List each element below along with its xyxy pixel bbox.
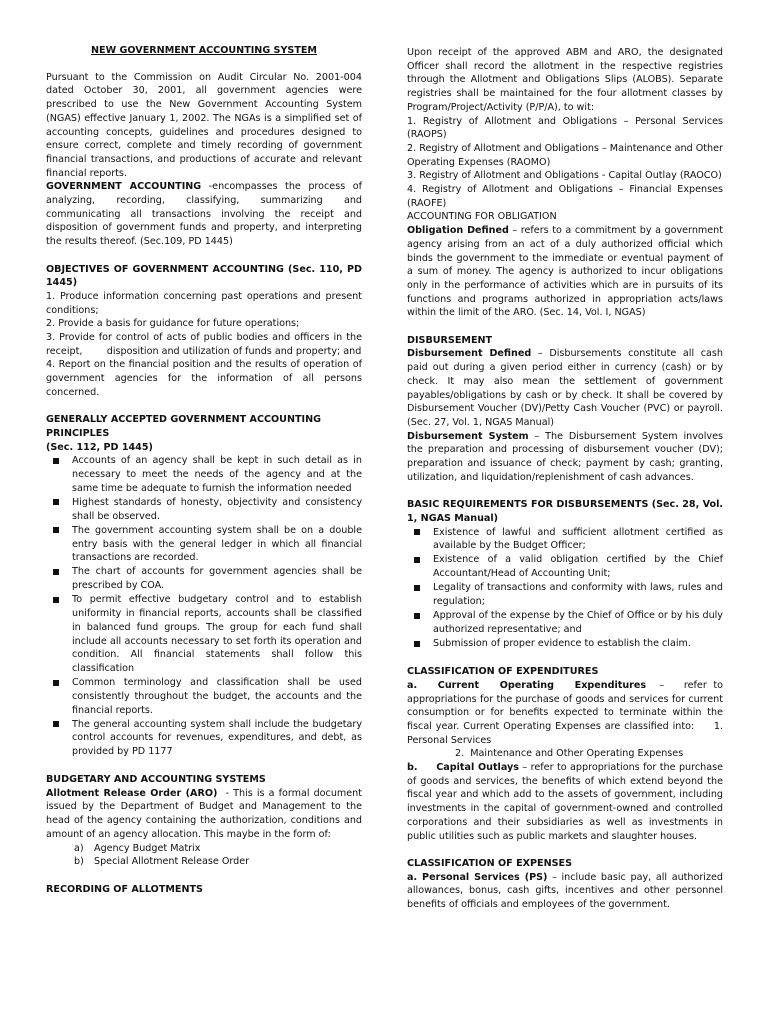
disbursement-heading: DISBURSEMENT (407, 334, 493, 346)
coe-item-2: 2. Maintenance and Other Operating Expenses (455, 748, 684, 760)
disbursement-system (407, 430, 723, 485)
obligation-term: Obligation Defined (407, 225, 509, 237)
list-item: To permit effective budgetary control and to establish uniformity in financial reports, accounts shall be classified in balanced fund groups. The group for each fund shall include all accounts necessary to set forth its operation and condition. All financial statements shall follow this classification (46, 593, 362, 675)
government-accounting-definition (46, 180, 362, 249)
coe-term: a. Current Operating Expenditures (407, 679, 647, 691)
document-title: NEW GOVERNMENT ACCOUNTING SYSTEM (91, 45, 317, 56)
current-operating-expenditures (407, 679, 727, 748)
list-item: Common terminology and classification shall be used consistently throughout the budget, the accounts and the financial reports. (46, 676, 362, 717)
obligation-text: – refers to a commitment by a government agency arising from an act of a duly authorized official which binds the government to the immediate or eventual payment of a sum of money. The agency is authorized to incur obligations only in the performance of activities which are in pursuits of its functions and programs authorized in appropriation acts/laws within the limit of the ARO. (Sec. 14, Vol. I, NGAS) (407, 225, 723, 319)
disbursement-system-text: – The Disbursement System involves the preparation and processing of disbursement voucher (DV); preparation and issuance of check; payment by cash; granting, utilization, and liquidation/replenishment of cash advances. (407, 430, 723, 483)
obligation-definition (407, 224, 723, 320)
coe-text: – refer to appropriations for the purchase of goods and services for current consumption or for benefits expected to terminate within the fiscal year. Current Operating Expenses are classified into: 1. Personal Services (407, 679, 727, 746)
list-item: Submission of proper evidence to establish the claim. (407, 637, 723, 651)
list-item: The chart of accounts for government agencies shall be prescribed by COA. (46, 565, 362, 592)
personal-services (407, 871, 723, 912)
list-item: Existence of lawful and sufficient allotment certified as available by the Budget Officer; (407, 526, 723, 553)
principles-subheading: (Sec. 112, PD 1445) (46, 441, 153, 453)
aro-forms-list (46, 842, 362, 869)
list-item: Existence of a valid obligation certified by the Chief Accountant/Head of Accounting Unit; (407, 553, 723, 580)
disbursement-term: Disbursement Defined (407, 348, 532, 360)
list-item: The general accounting system shall include the budgetary control accounts for revenues, expenditures, and debt, as provided by PD 1177 (46, 718, 362, 759)
list-item: Accounts of an agency shall be kept in such detail as in necessary to meet the needs of the agency and at the same time be adequate to furnish the information needed (46, 454, 362, 495)
expenditures-heading: CLASSIFICATION OF EXPENDITURES (407, 666, 599, 678)
list-item: Legality of transactions and conformity with laws, rules and regulation; (407, 581, 723, 608)
obligation-heading: ACCOUNTING FOR OBLIGATION (407, 211, 557, 223)
aro-text: - This is a formal document issued by the Department of Budget and Management to the head of the agency containing the authorization, conditions and amount of an agency allocation. This maybe in the form of: (46, 787, 366, 840)
list-item: b) Special Allotment Release Order (74, 856, 250, 868)
basic-requirements-heading: BASIC REQUIREMENTS FOR DISBURSEMENTS (Sec. 28, Vol. 1, NGAS Manual) (407, 499, 723, 524)
disbursement-definition (407, 347, 723, 429)
principles-heading: GENERALLY ACCEPTED GOVERNMENT ACCOUNTING PRINCIPLES (46, 414, 322, 439)
ga-text: -encompasses the process of analyzing, recording, classifying, summarizing and communicating all transactions involving the receipt and disposition of government funds and property, and interpreting the results thereof. (Sec.109, PD 1445) (46, 181, 362, 248)
basic-requirements-list (407, 526, 723, 651)
list-item: 4. Report on the financial position and the results of operation of government agencies for the information of all persons concerned. (46, 359, 362, 398)
objectives-list (46, 290, 366, 400)
ga-term: GOVERNMENT ACCOUNTING (46, 181, 202, 193)
list-item: 3. Registry of Allotment and Obligations - Capital Outlay (RAOCO) (407, 170, 722, 182)
disbursement-text: – Disbursements constitute all cash paid out during a given period either in currency (cash) or by check. It may also mean the settlement of government payables/obligations by cash or by check. It shall be covered by Disbursement Voucher (DV)/Petty Cash Voucher (PVC) or payroll. (Sec. 27, Vol. 1, NGAS Manual) (407, 348, 723, 428)
left-column (46, 44, 366, 896)
list-item: 2. Registry of Allotment and Obligations – Maintenance and Other Operating Expenses (RAOMO) (407, 142, 723, 168)
intro-paragraph: Pursuant to the Commission on Audit Circular No. 2001-004 dated October 30, 2001, all government agencies were prescribed to use the New Government Accounting System (NGAS) effective January 1, 2002. The NGAs is a simplified set of accounting concepts, guidelines and procedures designed to ensure correct, complete and timely recording of government financial transactions, and productions of accurate and relevant financial reports. (46, 71, 362, 179)
ps-term: a. Personal Services (PS) (407, 871, 548, 883)
budgetary-heading: BUDGETARY AND ACCOUNTING SYSTEMS (46, 774, 266, 786)
list-item: 1. Produce information concerning past operations and present conditions; (46, 290, 362, 316)
right-column (407, 46, 727, 912)
registries-list (407, 115, 723, 211)
list-item: Highest standards of honesty, objectivity and consistency shall be observed. (46, 496, 362, 523)
list-item: 3. Provide for control of acts of public bodies and officers in the receipt, disposition and utilization of funds and property; and (46, 332, 366, 357)
principles-list (46, 454, 362, 758)
aro-definition (46, 787, 366, 842)
aro-term: Allotment Release Order (ARO) (46, 787, 218, 799)
recording-paragraph: Upon receipt of the approved ABM and ARO, the designated Officer shall record the allotment in the respective registries through the Allotment and Obligations Slips (ALOBS). Separate registries shall be maintained for the four allotment classes by Program/Project/Activity (P/P/A), to wit: (407, 47, 723, 113)
co-term: b. Capital Outlays (407, 762, 519, 774)
expenses-heading: CLASSIFICATION OF EXPENSES (407, 857, 573, 869)
list-item: 1. Registry of Allotment and Obligations – Personal Services (RAOPS) (407, 115, 723, 141)
recording-heading: RECORDING OF ALLOTMENTS (46, 883, 203, 895)
disbursement-system-term: Disbursement System (407, 430, 529, 442)
list-item: 4. Registry of Allotment and Obligations – Financial Expenses (RAOFE) (407, 184, 723, 209)
capital-outlays (407, 761, 723, 843)
ps-text: – include basic pay, all authorized allowances, bonus, cash gifts, incentives and other personnel benefits of officials and employees of the government. (407, 871, 724, 911)
list-item: Approval of the expense by the Chief of Office or by his duly authorized representative; and (407, 609, 723, 636)
list-item: The government accounting system shall be on a double entry basis with the general ledger in which all financial transactions are recorded. (46, 524, 362, 565)
co-text: – refer to appropriations for the purchase of goods and services, the benefits of which extend beyond the fiscal year and which add to the assets of government, including investments in the capital of government-owned and controlled corporations and their subsidiaries as well as investments in public utilities such as public markets and slaughter houses. (407, 762, 723, 842)
list-item: 2. Provide a basis for guidance for future operations; (46, 318, 300, 330)
list-item: a) Agency Budget Matrix (74, 842, 201, 854)
objectives-heading: OBJECTIVES OF GOVERNMENT ACCOUNTING (Sec. 110, PD 1445) (46, 263, 362, 289)
